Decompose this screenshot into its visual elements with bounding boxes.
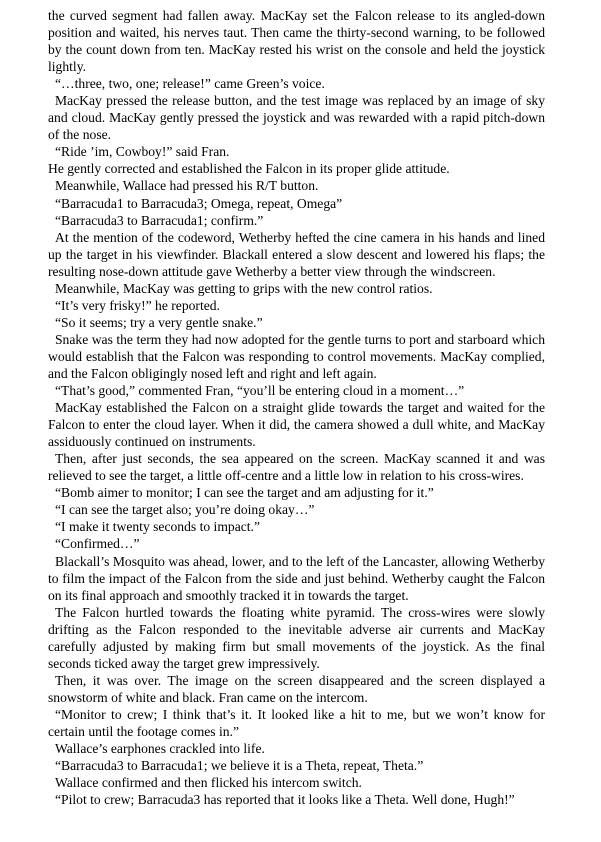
paragraph: “I can see the target also; you’re doing okay…” xyxy=(55,502,315,518)
paragraph: “Monitor to crew; I think that’s it. It looked like a hit to me, but we won’t know for certain until the footage comes in.” xyxy=(48,706,545,739)
paragraph: Then, after just seconds, the sea appeared on the screen. MacKay scanned it and was relieved to see the target, a little off-centre and a little low in relation to his cross-wires. xyxy=(48,451,545,484)
paragraph: “I make it twenty seconds to impact.” xyxy=(55,519,260,535)
paragraph: MacKay pressed the release button, and the test image was replaced by an image of sky and cloud. MacKay gently pressed the joystick and was rewarded with a rapid pitch-down of the nose. xyxy=(48,93,545,143)
paragraph: Meanwhile, Wallace had pressed his R/T button. xyxy=(55,178,319,194)
paragraph: He gently corrected and established the Falcon in its proper glide attitude. xyxy=(48,161,450,177)
paragraph: “Pilot to crew; Barracuda3 has reported that it looks like a Theta. Well done, Hugh!” xyxy=(55,792,515,808)
paragraph: “…three, two, one; release!” came Green’s voice. xyxy=(55,76,325,92)
paragraph: the curved segment had fallen away. MacKay set the Falcon release to its angled-down position and waited, his nerves taut. Then came the thirty-second warning, to be followed by the count down from ten. MacKay rested his wrist on the console and held the joystick lightly. xyxy=(48,8,545,75)
paragraph: “Ride ’im, Cowboy!” said Fran. xyxy=(55,144,230,160)
paragraph: Snake was the term they had now adopted for the gentle turns to port and starboard which would establish that the Falcon was responding to control movements. MacKay complied, and the Falcon obligingly nosed left and right and left again. xyxy=(48,331,545,381)
paragraph: Wallace confirmed and then flicked his intercom switch. xyxy=(55,775,362,791)
paragraph: “Barracuda3 to Barracuda1; confirm.” xyxy=(55,212,264,228)
paragraph: Blackall’s Mosquito was ahead, lower, and to the left of the Lancaster, allowing Wetherby to film the impact of the Falcon from the side and just behind. Wetherby caught the Falcon on its final approach and smoothly tracked it in towards the target. xyxy=(48,553,545,603)
paragraph: “Confirmed…” xyxy=(55,536,140,552)
paragraph: Meanwhile, MacKay was getting to grips with the new control ratios. xyxy=(55,280,433,296)
paragraph: “Barracuda1 to Barracuda3; Omega, repeat, Omega” xyxy=(55,195,343,211)
paragraph: “It’s very frisky!” he reported. xyxy=(55,297,220,313)
paragraph: MacKay established the Falcon on a straight glide towards the target and waited for the Falcon to enter the cloud layer. When it did, the camera showed a dull white, and MacKay assiduously continued on instruments. xyxy=(48,400,545,450)
paragraph: Wallace’s earphones crackled into life. xyxy=(55,741,265,757)
document-page xyxy=(48,7,545,808)
paragraph: “Bomb aimer to monitor; I can see the target and am adjusting for it.” xyxy=(55,485,434,501)
paragraph: At the mention of the codeword, Wetherby hefted the cine camera in his hands and lined up the target in his viewfinder. Blackall entered a slow descent and lowered his flaps; the resulting nose-down attitude gave Wetherby a better view through the windscreen. xyxy=(48,229,545,279)
paragraph: The Falcon hurtled towards the floating white pyramid. The cross-wires were slowly drifting as the Falcon responded to the inevitable adverse air currents and MacKay carefully adjusted by making firm but small movements of the joystick. As the final seconds ticked away the target grew impressively. xyxy=(48,604,545,671)
paragraph: “That’s good,” commented Fran, “you’ll be entering cloud in a moment…” xyxy=(55,383,465,399)
paragraph: Then, it was over. The image on the screen disappeared and the screen displayed a snowstorm of white and black. Fran came on the intercom. xyxy=(48,672,545,705)
paragraph: “Barracuda3 to Barracuda1; we believe it is a Theta, repeat, Theta.” xyxy=(55,758,424,774)
paragraph: “So it seems; try a very gentle snake.” xyxy=(55,314,263,330)
